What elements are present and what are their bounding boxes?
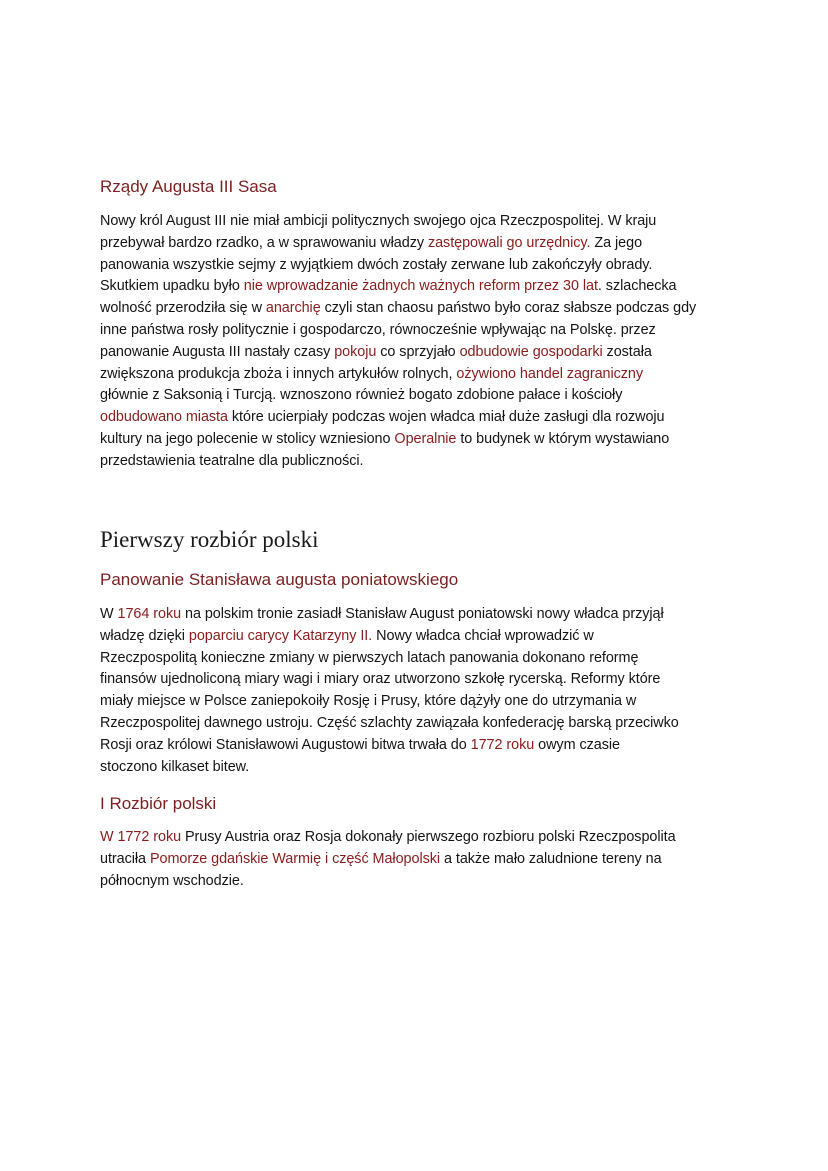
text-run: Rzeczpospolitą konieczne zmiany w pierwszych latach panowania dokonano reformę xyxy=(100,649,639,666)
highlighted-phrase: pokoju xyxy=(334,343,377,360)
text-line xyxy=(100,827,740,849)
text-run: panowania wszystkie sejmy z wyjątkiem dwóch zostały zerwane lub zakończyły obrady. xyxy=(100,256,653,273)
text-line xyxy=(100,757,740,779)
text-run: W xyxy=(100,606,118,622)
section-heading-poniatowski: Panowanie Stanisława augusta poniatowskiego xyxy=(100,570,459,589)
text-run: przedstawienia teatralne dla publiczności. xyxy=(100,452,364,469)
section-heading-first-partition: I Rozbiór polski xyxy=(100,794,217,813)
text-run: Skutkiem upadku było xyxy=(100,278,244,295)
text-line xyxy=(100,233,740,255)
text-run: to budynek w którym wystawiano xyxy=(456,430,670,447)
text-line xyxy=(100,713,740,735)
text-line xyxy=(100,691,740,713)
highlighted-phrase: nie wprowadzanie żadnych ważnych reform przez 30 lat xyxy=(243,278,598,295)
text-line xyxy=(100,735,740,757)
highlighted-phrase: Pomorze gdańskie Warmię i część Małopolski xyxy=(149,850,441,867)
text-run: inne państwa rosły politycznie i gospodarczo, równocześnie wpływając na Polskę. przez xyxy=(100,321,656,338)
section-heading-august-iii: Rządy Augusta III Sasa xyxy=(100,177,277,196)
text-run: władzę dzięki xyxy=(100,627,189,644)
text-run: zwiększona produkcja zboża i innych artykułów rolnych, xyxy=(100,365,457,382)
text-run: . szlachecka xyxy=(597,278,677,295)
highlighted-phrase: ożywiono handel zagraniczny xyxy=(456,365,644,382)
text-run: przebywał bardzo rzadko, a w sprawowaniu władzy xyxy=(100,234,428,251)
text-run: Nowy król August III nie miał ambicji politycznych swojego ojca Rzeczpospolitej. W kraju xyxy=(100,213,657,229)
text-line xyxy=(100,604,740,626)
text-line xyxy=(100,255,740,277)
text-run: kultury na jego polecenie w stolicy wzniesiono xyxy=(100,430,395,447)
text-line xyxy=(100,276,740,298)
text-run: wolność przerodziła się w xyxy=(100,300,266,317)
text-run: utraciła xyxy=(100,850,150,867)
text-line xyxy=(100,211,740,233)
text-line xyxy=(100,364,740,386)
highlighted-phrase: W 1772 roku xyxy=(100,829,182,845)
text-line xyxy=(100,669,740,691)
highlighted-phrase: zastępowali go urzędnicy. xyxy=(427,234,591,251)
text-line xyxy=(100,626,740,648)
text-line xyxy=(100,342,740,364)
highlighted-phrase: 1772 roku xyxy=(470,736,535,753)
text-line xyxy=(100,298,740,320)
text-line xyxy=(100,407,740,429)
highlighted-phrase: poparciu carycy Katarzyny II. xyxy=(188,627,373,644)
text-run: Za jego xyxy=(590,234,643,251)
text-line xyxy=(100,871,740,893)
paragraph-poniatowski xyxy=(100,604,740,778)
text-line xyxy=(100,385,740,407)
text-run: została xyxy=(602,343,652,360)
highlighted-phrase: odbudowano miasta xyxy=(100,409,228,426)
page-title: Pierwszy rozbiór polski xyxy=(100,527,319,552)
paragraph-first-partition xyxy=(100,827,740,892)
text-run: północnym wschodzie. xyxy=(100,872,244,889)
text-run: Rosji oraz królowi Stanisławowi Augustowi bitwa trwała do xyxy=(100,736,471,753)
text-run: co sprzyjało xyxy=(376,343,460,360)
text-run: panowanie Augusta III nastały czasy xyxy=(100,343,335,360)
text-run: na polskim tronie zasiadł Stanisław August poniatowski nowy władca przyjął xyxy=(181,606,664,622)
paragraph-august-iii xyxy=(100,211,740,473)
text-run: miały miejsce w Polsce zaniepokoiły Rosję i Prusy, które dążyły one do utrzymania w xyxy=(100,693,637,710)
text-run: owym czasie xyxy=(534,736,620,753)
text-run: stoczono kilkaset bitew. xyxy=(100,758,250,775)
text-run: czyli stan chaosu państwo było coraz słabsze podczas gdy xyxy=(320,300,697,317)
text-run: Nowy władca chciał wprowadzić w xyxy=(372,627,594,644)
text-run: głównie z Saksonią i Turcją. wznoszono również bogato zdobione pałace i kościoły xyxy=(100,387,623,404)
highlighted-phrase: anarchię xyxy=(265,300,321,317)
text-line xyxy=(100,648,740,670)
text-line xyxy=(100,429,740,451)
highlighted-phrase: Operalnie xyxy=(394,430,457,447)
text-line xyxy=(100,320,740,342)
text-line xyxy=(100,451,740,473)
text-run: a także mało zaludnione tereny na xyxy=(440,850,662,867)
highlighted-phrase: odbudowie gospodarki xyxy=(459,343,603,360)
text-run: Prusy Austria oraz Rosja dokonały pierwszego rozbioru polski Rzeczpospolita xyxy=(181,829,676,845)
text-run: finansów ujednoliconą miary wagi i miary oraz utworzono szkołę rycerską. Reformy które xyxy=(100,671,661,688)
text-run: Rzeczpospolitej dawnego ustroju. Część szlachty zawiązała konfederację barską przeciwko xyxy=(100,714,679,731)
highlighted-phrase: 1764 roku xyxy=(117,606,182,622)
text-run: które ucierpiały podczas wojen władca miał duże zasługi dla rozwoju xyxy=(227,409,665,426)
text-line xyxy=(100,849,740,871)
